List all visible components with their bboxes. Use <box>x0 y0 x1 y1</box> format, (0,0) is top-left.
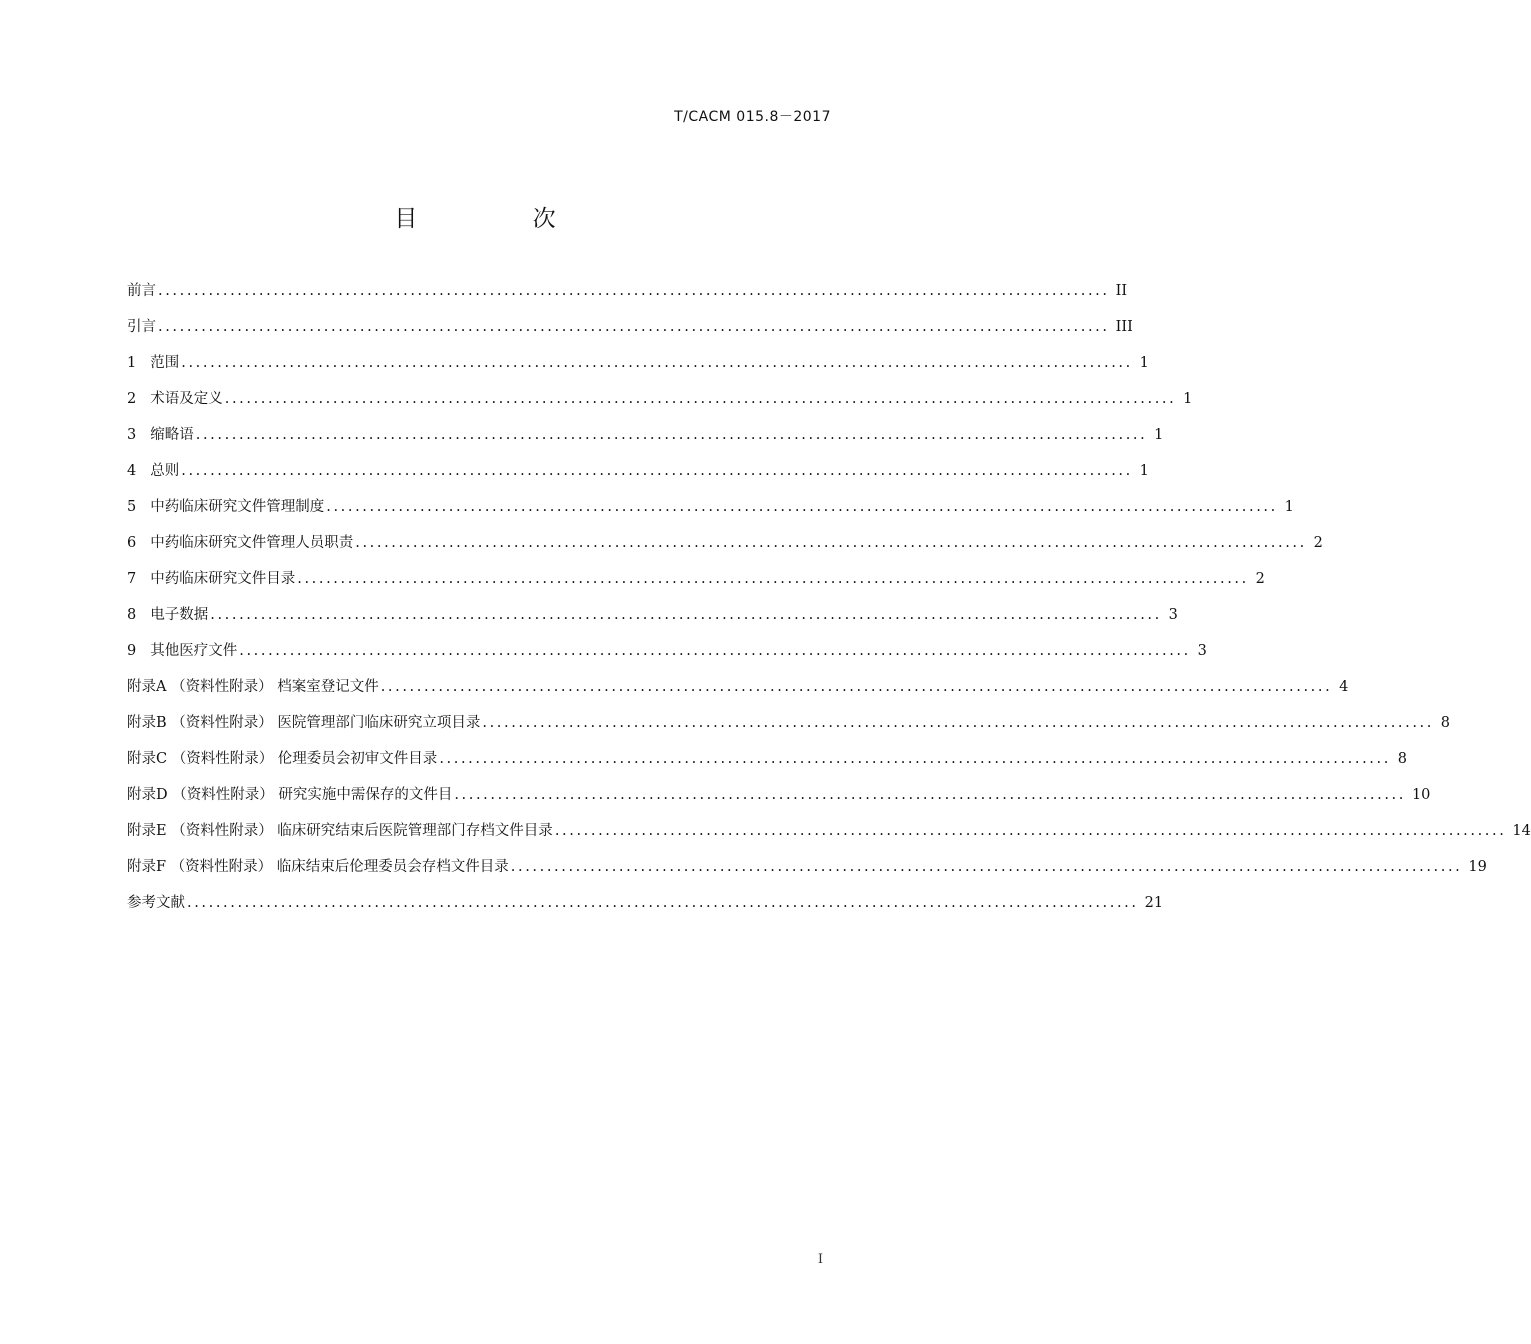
toc-entry-title: 附录D （资料性附录） 研究实施中需保存的文件目 <box>127 787 453 803</box>
toc-leader-dots: .................................................................................................................................... <box>224 391 1177 407</box>
toc-entry-number: 5 <box>127 499 137 515</box>
toc-entry-page: 10 <box>1411 787 1431 803</box>
toc-leader-dots: .................................................................................................................................... <box>158 319 1110 335</box>
toc-entry[interactable] <box>127 636 1207 672</box>
toc-entry[interactable] <box>127 420 1164 456</box>
toc-leader-dots: .................................................................................................................................... <box>187 895 1139 911</box>
toc-entry-page: 1 <box>1154 427 1164 443</box>
toc-entry-page: 1 <box>1139 463 1149 479</box>
toc-entry-title: 附录F （资料性附录） 临床结束后伦理委员会存档文件目录 <box>127 859 509 875</box>
toc-entry-page: 1 <box>1139 355 1149 371</box>
toc-entry-page: 4 <box>1339 679 1349 695</box>
toc-entry-page: III <box>1115 319 1133 335</box>
toc-entry-label <box>127 888 185 918</box>
toc-entry-label <box>127 672 379 702</box>
toc-leader-dots: .................................................................................................................................... <box>210 607 1162 623</box>
toc-leader-dots: .................................................................................................................................... <box>554 823 1507 839</box>
toc-entry-title: 术语及定义 <box>150 391 223 407</box>
toc-entry-label <box>127 276 156 306</box>
toc-entry-title: 参考文献 <box>127 895 185 911</box>
toc-entry-page: 14 <box>1512 823 1531 839</box>
toc-entry[interactable] <box>127 528 1323 564</box>
toc-entry-title: 缩略语 <box>150 427 194 443</box>
toc-entry-label <box>127 456 179 486</box>
toc-entry-page: 2 <box>1313 535 1323 551</box>
toc-leader-dots: .................................................................................................................................... <box>239 643 1191 659</box>
toc-entry-label <box>127 780 452 810</box>
toc-entry[interactable] <box>127 492 1294 528</box>
toc-leader-dots: .................................................................................................................................... <box>380 679 1333 695</box>
toc-entry-label <box>127 600 208 630</box>
toc-entry-page: 2 <box>1255 571 1265 587</box>
toc-entry-title: 附录E （资料性附录） 临床研究结束后医院管理部门存档文件目录 <box>127 823 553 839</box>
toc-entry-title: 其他医疗文件 <box>150 643 238 659</box>
toc-entry-title: 引言 <box>127 319 156 335</box>
toc-entry-label <box>127 564 295 594</box>
toc-entry-label <box>127 816 553 846</box>
toc-leader-dots: .................................................................................................................................... <box>326 499 1278 515</box>
toc-leader-dots: .................................................................................................................................... <box>181 355 1133 371</box>
toc-entry-page: 8 <box>1397 751 1407 767</box>
toc-entry-label <box>127 420 194 450</box>
toc-leader-dots: .................................................................................................................................... <box>158 283 1110 299</box>
toc-entry[interactable] <box>127 276 1128 312</box>
toc-entry-label <box>127 708 480 738</box>
table-of-contents <box>127 276 1531 924</box>
toc-entry-title: 中药临床研究文件管理人员职责 <box>150 535 354 551</box>
toc-entry[interactable] <box>127 780 1431 816</box>
toc-entry-page: 1 <box>1284 499 1294 515</box>
toc-entry-label <box>127 312 156 342</box>
toc-entry-page: 19 <box>1468 859 1487 875</box>
toc-entry-number: 9 <box>127 643 137 659</box>
toc-entry-title: 附录A （资料性附录） 档案室登记文件 <box>127 679 379 695</box>
toc-entry-title: 范围 <box>150 355 180 371</box>
toc-entry[interactable] <box>127 348 1149 384</box>
toc-entry-page: II <box>1115 283 1128 299</box>
toc-entry-number: 7 <box>127 571 137 587</box>
toc-entry-label <box>127 348 179 378</box>
standard-number: T/CACM 015.8－2017 <box>674 109 831 125</box>
page-title: 目 次 <box>394 206 610 232</box>
toc-entry[interactable] <box>127 312 1133 348</box>
toc-leader-dots: .................................................................................................................................... <box>510 859 1463 875</box>
toc-entry[interactable] <box>127 816 1531 852</box>
toc-entry[interactable] <box>127 852 1487 888</box>
toc-entry-title: 中药临床研究文件管理制度 <box>150 499 325 515</box>
toc-entry-number: 2 <box>127 391 137 407</box>
toc-leader-dots: .................................................................................................................................... <box>195 427 1148 443</box>
toc-leader-dots: .................................................................................................................................... <box>454 787 1406 803</box>
toc-entry-number: 6 <box>127 535 137 551</box>
toc-entry-page: 3 <box>1197 643 1207 659</box>
toc-entry-title: 中药临床研究文件目录 <box>150 571 296 587</box>
toc-entry[interactable] <box>127 672 1349 708</box>
toc-entry-label <box>127 384 223 414</box>
toc-entry[interactable] <box>127 600 1178 636</box>
toc-entry-label <box>127 636 237 666</box>
toc-entry[interactable] <box>127 708 1450 744</box>
toc-entry-number: 3 <box>127 427 137 443</box>
toc-entry-title: 前言 <box>127 283 156 299</box>
toc-entry-title: 电子数据 <box>150 607 209 623</box>
toc-entry-page: 21 <box>1144 895 1164 911</box>
toc-entry[interactable] <box>127 744 1407 780</box>
toc-entry-label <box>127 852 509 882</box>
toc-entry-number: 1 <box>127 355 137 371</box>
toc-leader-dots: .................................................................................................................................... <box>482 715 1434 731</box>
toc-entry-title: 附录C （资料性附录） 伦理委员会初审文件目录 <box>127 751 438 767</box>
toc-leader-dots: .................................................................................................................................... <box>297 571 1249 587</box>
toc-entry-page: 3 <box>1168 607 1178 623</box>
toc-entry[interactable] <box>127 456 1149 492</box>
toc-entry-label <box>127 744 437 774</box>
toc-entry[interactable] <box>127 384 1193 420</box>
toc-entry-page: 8 <box>1440 715 1450 731</box>
toc-leader-dots: .................................................................................................................................... <box>439 751 1391 767</box>
toc-entry-number: 8 <box>127 607 137 623</box>
toc-entry[interactable] <box>127 564 1265 600</box>
toc-entry[interactable] <box>127 888 1164 924</box>
toc-entry-title: 总则 <box>150 463 180 479</box>
toc-leader-dots: .................................................................................................................................... <box>355 535 1307 551</box>
toc-entry-label <box>127 528 353 558</box>
toc-entry-label <box>127 492 324 522</box>
toc-leader-dots: .................................................................................................................................... <box>181 463 1133 479</box>
footer-page-number: I <box>817 1252 823 1267</box>
toc-entry-number: 4 <box>127 463 137 479</box>
toc-entry-title: 附录B （资料性附录） 医院管理部门临床研究立项目录 <box>127 715 481 731</box>
toc-entry-page: 1 <box>1183 391 1193 407</box>
